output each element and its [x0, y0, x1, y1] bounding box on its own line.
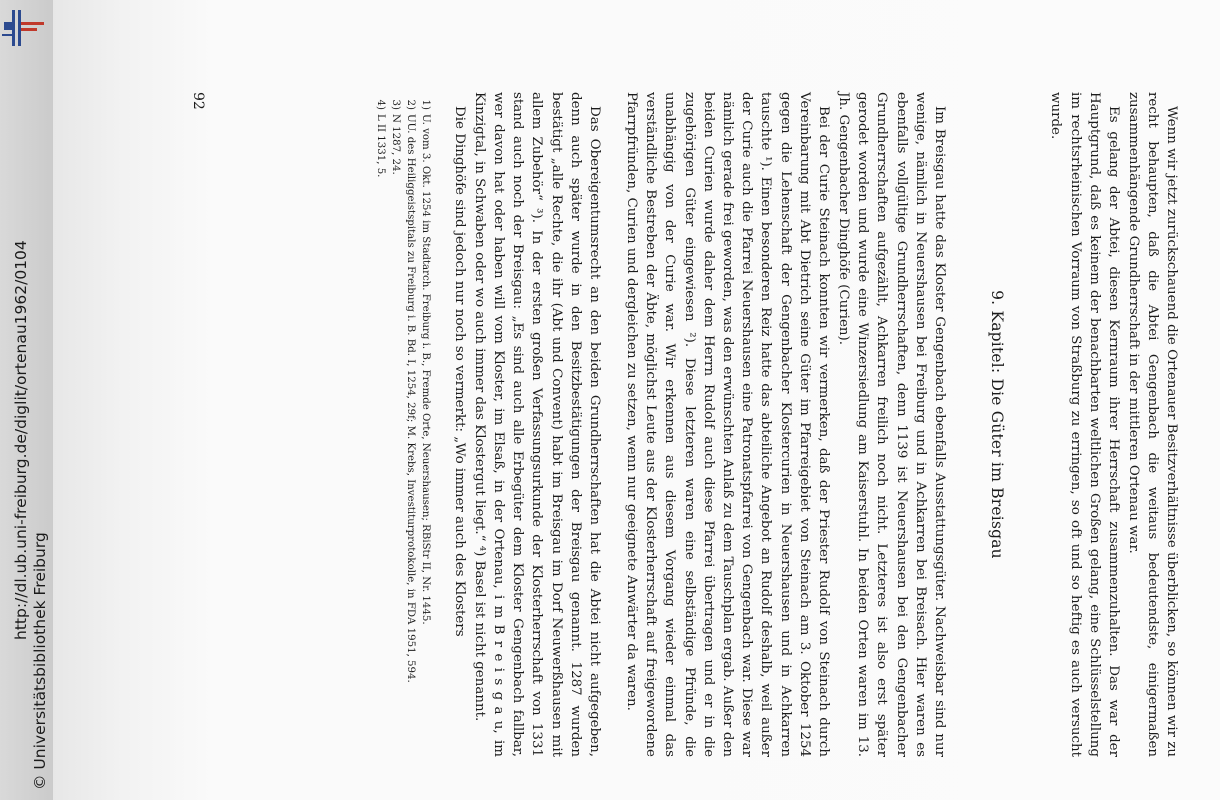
body-paragraph-1: Im Breisgau hatte das Kloster Gengenbach ebenfalls Ausstattungsgüter. Nachweisbar sind nur wenige, nämlich in Neuershausen bei Freiburg und in Achkarren bei Breisach. Hier waren es ebenfalls vollgültige Grundherrschaften, denn 1139 ist Neuershausen bei den Gengenbacher Grundherrschaften aufgezählt, Achkarren freilich noch nicht. Letzteres ist also erst später gerodet worden und wurde eine Winzersiedlung am Kaiserstuhl. In beiden Orten waren im 13. Jh. Gengenbacher Dinghöfe (Curien).	[835, 92, 947, 757]
scanned-page	[53, 0, 1220, 800]
body-paragraph-4: Die Dinghöfe sind jedoch nur noch so vermerkt: „Wo immer auch des Klosters	[452, 106, 467, 637]
permalink-url[interactable]: http://dl.ub.uni-freiburg.de/diglit/ortenau1962/0104	[12, 240, 30, 640]
chapter-heading: 9. Kapitel: Die Güter im Breisgau	[988, 290, 1006, 559]
intro-paragraph-1: Wenn wir jetzt zurückschauend die Ortenauer Besitzverhältnisse überblicken, so können wir zu recht behaupten, daß die Abtei Gengenbach die weitaus bedeutendste, einigermaßen zusammenhängende Grundherrschaft in der mittleren Ortenau war.	[1125, 92, 1179, 757]
viewer-sidebar	[0, 0, 53, 800]
intro-paragraph-2: Es gelang der Abtei, diesen Kernraum ihrer Herrschaft zusammenzuhalten. Das war der Hauptgrund, daß es keinem der benachbarten weltlichen Großen gelang, eine Schlüsselstellung im rechtsrheinischen Vorraum von Straßburg zu erringen, so oft und so heftig es auch versucht wurde.	[1048, 92, 1121, 757]
page-number: 92	[190, 92, 206, 110]
body-paragraph-2: Bei der Curie Steinach konnten wir vermerken, daß der Priester Rudolf von Steinach durch Vereinbarung mit Abt Dietrich seine Güter im Pfarreigebiet von Steinach am 3. Oktober 1254 gegen die Lehenschaft der Gengenbacher Klostercurien in Neuershausen und in Achkarren tauschte ¹). Einen besonderen Reiz hatte das abteiliche Angebot an Rudolf deshalb, weil außer der Curie auch die Pfarrei Neuershausen eine Patronatspfarrei von Gengenbach war. Diese war nämlich gerade frei geworden, was den erwünschten Anlaß zu dem Tauschplan ergab. Außer den beiden Curien wurde daher dem Herrn Rudolf auch diese Pfarrei übertragen und er in die zugehörigen Güter eingewiesen ²). Diese letzteren waren eine selbständige Pfründe, die unabhängig von der Curie war. Wir erkennen aus diesem Vorgang wieder einmal das verständliche Bestreben der Äbte, möglichst Leute aus der Klosterherrschaft auf freigewordene Pfarrpfründen, Curien und dergleichen zu setzen, wenn nur geeignete Anwärter da waren.	[623, 92, 831, 757]
copyright-notice: © Universitätsbibliothek Freiburg	[31, 532, 49, 790]
body-paragraph-3: Das Obereigentumsrecht an den beiden Grundherrschaften hat die Abtei nicht aufgegeben, denn auch später wurde in den Besitzbestätigungen der Breisgau genannt. 1287 wurden bestätigt „alle Rechte, die ihr (Abt und Convent) habt im Breisgau im Dorf Neuwerßhausen mit allem Zubehör“ ³). In der ersten großen Verfassungsurkunde der Klosterherrschaft von 1331 stand auch noch der Breisgau: „Es sind auch alle Erbegüter dem Kloster Gengenbach fallbar, wer davon hat oder haben will vom Kloster, im Elsaß, in der Ortenau, i m B r e i s g a u, im Kinzigtal, in Schwaben oder wo auch immer das Klostergut liegt.“ ⁴) Basel ist nicht genannt.	[471, 92, 602, 757]
footnotes	[373, 92, 433, 757]
university-logo-icon[interactable]	[2, 8, 46, 48]
footnote-1: 1)U. vom 3. Okt. 1254 im Stadtarch. Freiburg i. B., Fremde Orte, Neuershausen; RBiStr II, Nr. 1445.	[420, 99, 431, 625]
sidebar-citation	[12, 90, 50, 790]
footnote-3: 3)N 1287, 24.	[390, 99, 401, 175]
page-content	[141, 92, 1181, 757]
footnote-4: 4)L II 1331, 5.	[375, 99, 386, 178]
footnote-2: 2)UU. des Heiliggeistspitals zu Freiburg i. B. Bd. I, 1254, 29f; M. Krebs, Investiturprotokolle, in FDA 1951, 594.	[405, 99, 416, 683]
